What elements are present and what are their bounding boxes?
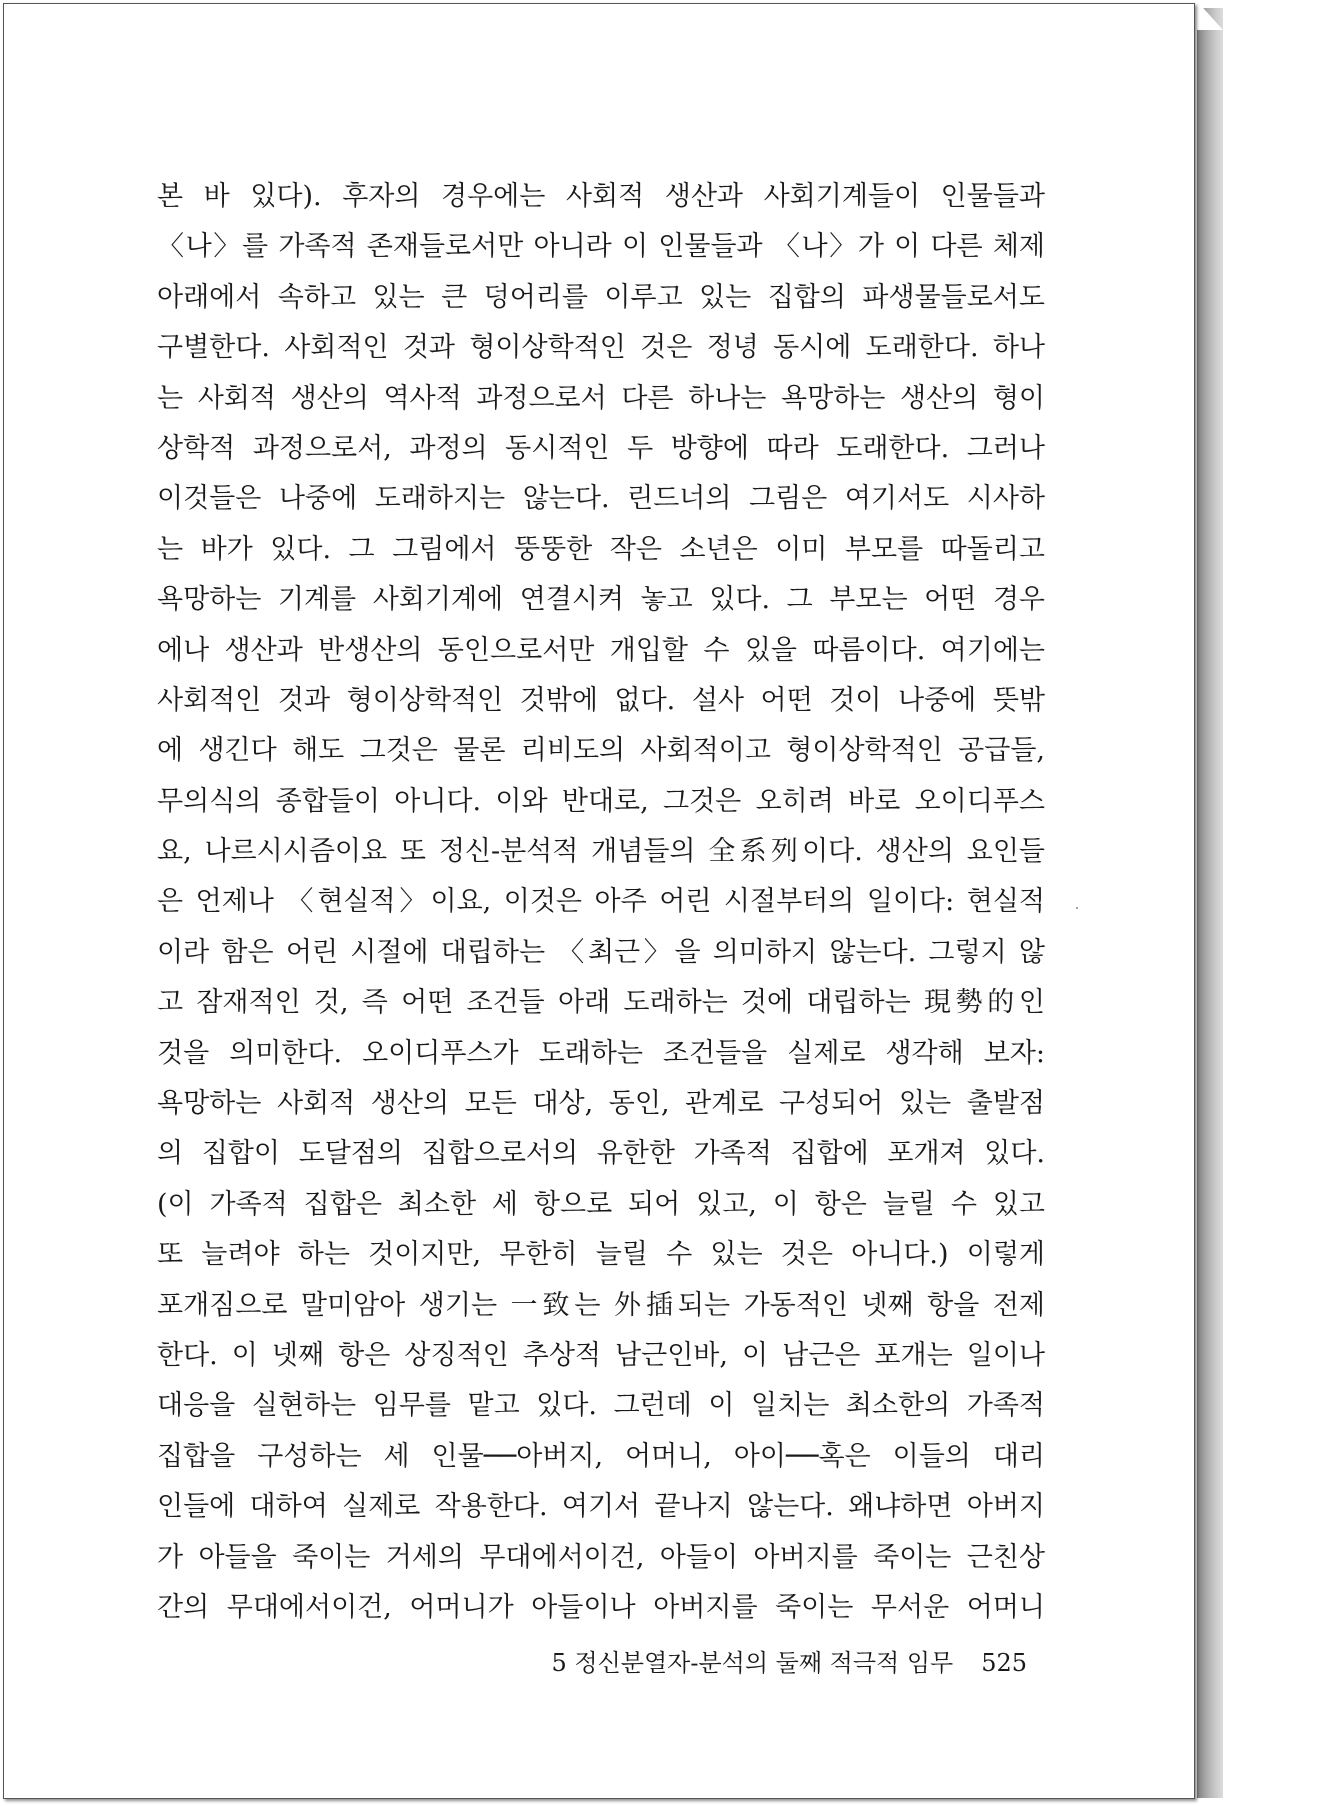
text-line: (이 가족적 집합은 최소한 세 항으로 되어 있고, 이 항은 늘릴 수 있고 [157,1188,1045,1220]
text-line: 의 집합이 도달점의 집합으로서의 유한한 가족적 집합에 포개져 있다. [157,1138,1045,1170]
text-line: 집합을 구성하는 세 인물──아버지, 어머니, 아이──혹은 이들의 대리 [157,1440,1045,1472]
text-line: 본 바 있다). 후자의 경우에는 사회적 생산과 사회기계들이 인물들과 [157,181,1045,212]
text-line: 또 늘려야 하는 것이지만, 무한히 늘릴 수 있는 것은 아니다.) 이렇게 [157,1239,1045,1271]
text-line: 구별한다. 사회적인 것과 형이상학적인 것은 정녕 동시에 도래한다. 하나 [157,332,1045,364]
text-line: 고 잠재적인 것, 즉 어떤 조건들 아래 도래하는 것에 대립하는 現勢的인 [157,987,1045,1019]
text-line: 는 바가 있다. 그 그림에서 뚱뚱한 작은 소년은 이미 부모를 따돌리고 [157,533,1045,565]
text-line: 욕망하는 사회적 생산의 모든 대상, 동인, 관계로 구성되어 있는 출발점 [157,1088,1045,1120]
running-footer [552,1643,1027,1678]
text-line: 포개짐으로 말미암아 생기는 一致는 外插되는 가동적인 넷째 항을 전제 [157,1289,1045,1321]
text-line: 사회적인 것과 형이상학적인 것밖에 없다. 설사 어떤 것이 나중에 뜻밖 [157,684,1045,716]
page-number: 525 [981,1649,1027,1677]
text-line: 인들에 대하여 실제로 작용한다. 여기서 끝나지 않는다. 왜냐하면 아버지 [157,1491,1045,1523]
text-line: 에 생긴다 해도 그것은 물론 리비도의 사회적이고 형이상학적인 공급들, [157,735,1045,767]
text-line: 아래에서 속하고 있는 큰 덩어리를 이루고 있는 집합의 파생물들로서도 [157,281,1045,313]
book-page [3,3,1195,1799]
text-line: 이라 함은 어린 시절에 대립하는 〈최근〉을 의미하지 않는다. 그렇지 않 [157,936,1045,968]
text-line: 에나 생산과 반생산의 동인으로서만 개입할 수 있을 따름이다. 여기에는 [157,634,1045,666]
text-line: 무의식의 종합들이 아니다. 이와 반대로, 그것은 오히려 바로 오이디푸스 [157,785,1045,817]
text-line: 요, 나르시시즘이요 또 정신-분석적 개념들의 全系列이다. 생산의 요인들 [157,836,1045,868]
text-line: 〈나〉를 가족적 존재들로서만 아니라 이 인물들과 〈나〉가 이 다른 체제 [157,231,1045,263]
page-stack-edge [1197,8,1223,1798]
scan-speck [1076,907,1078,909]
text-line: 간의 무대에서이건, 어머니가 아들이나 아버지를 죽이는 무서운 어머니 [157,1591,1045,1623]
text-line: 대응을 실현하는 임무를 맡고 있다. 그런데 이 일치는 최소한의 가족적 [157,1390,1045,1422]
text-line: 는 사회적 생산의 역사적 과정으로서 다른 하나는 욕망하는 생산의 형이 [157,382,1045,414]
text-line: 이것들은 나중에 도래하지는 않는다. 린드너의 그림은 여기서도 시사하 [157,483,1045,515]
text-line: 한다. 이 넷째 항은 상징적인 추상적 남근인바, 이 남근은 포개는 일이나 [157,1339,1045,1371]
chapter-title: 5 정신분열자-분석의 둘째 적극적 임무 [551,1649,954,1677]
text-line: 은 언제나 〈현실적〉이요, 이것은 아주 어린 시절부터의 일이다: 현실적 [157,886,1045,918]
body-text [157,172,1045,1633]
text-line: 욕망하는 기계를 사회기계에 연결시켜 놓고 있다. 그 부모는 어떤 경우 [157,584,1045,616]
text-line: 상학적 과정으로서, 과정의 동시적인 두 방향에 따라 도래한다. 그러나 [157,432,1045,464]
text-line: 것을 의미한다. 오이디푸스가 도래하는 조건들을 실제로 생각해 보자: [157,1037,1045,1069]
text-line: 가 아들을 죽이는 거세의 무대에서이건, 아들이 아버지를 죽이는 근친상 [157,1541,1045,1573]
